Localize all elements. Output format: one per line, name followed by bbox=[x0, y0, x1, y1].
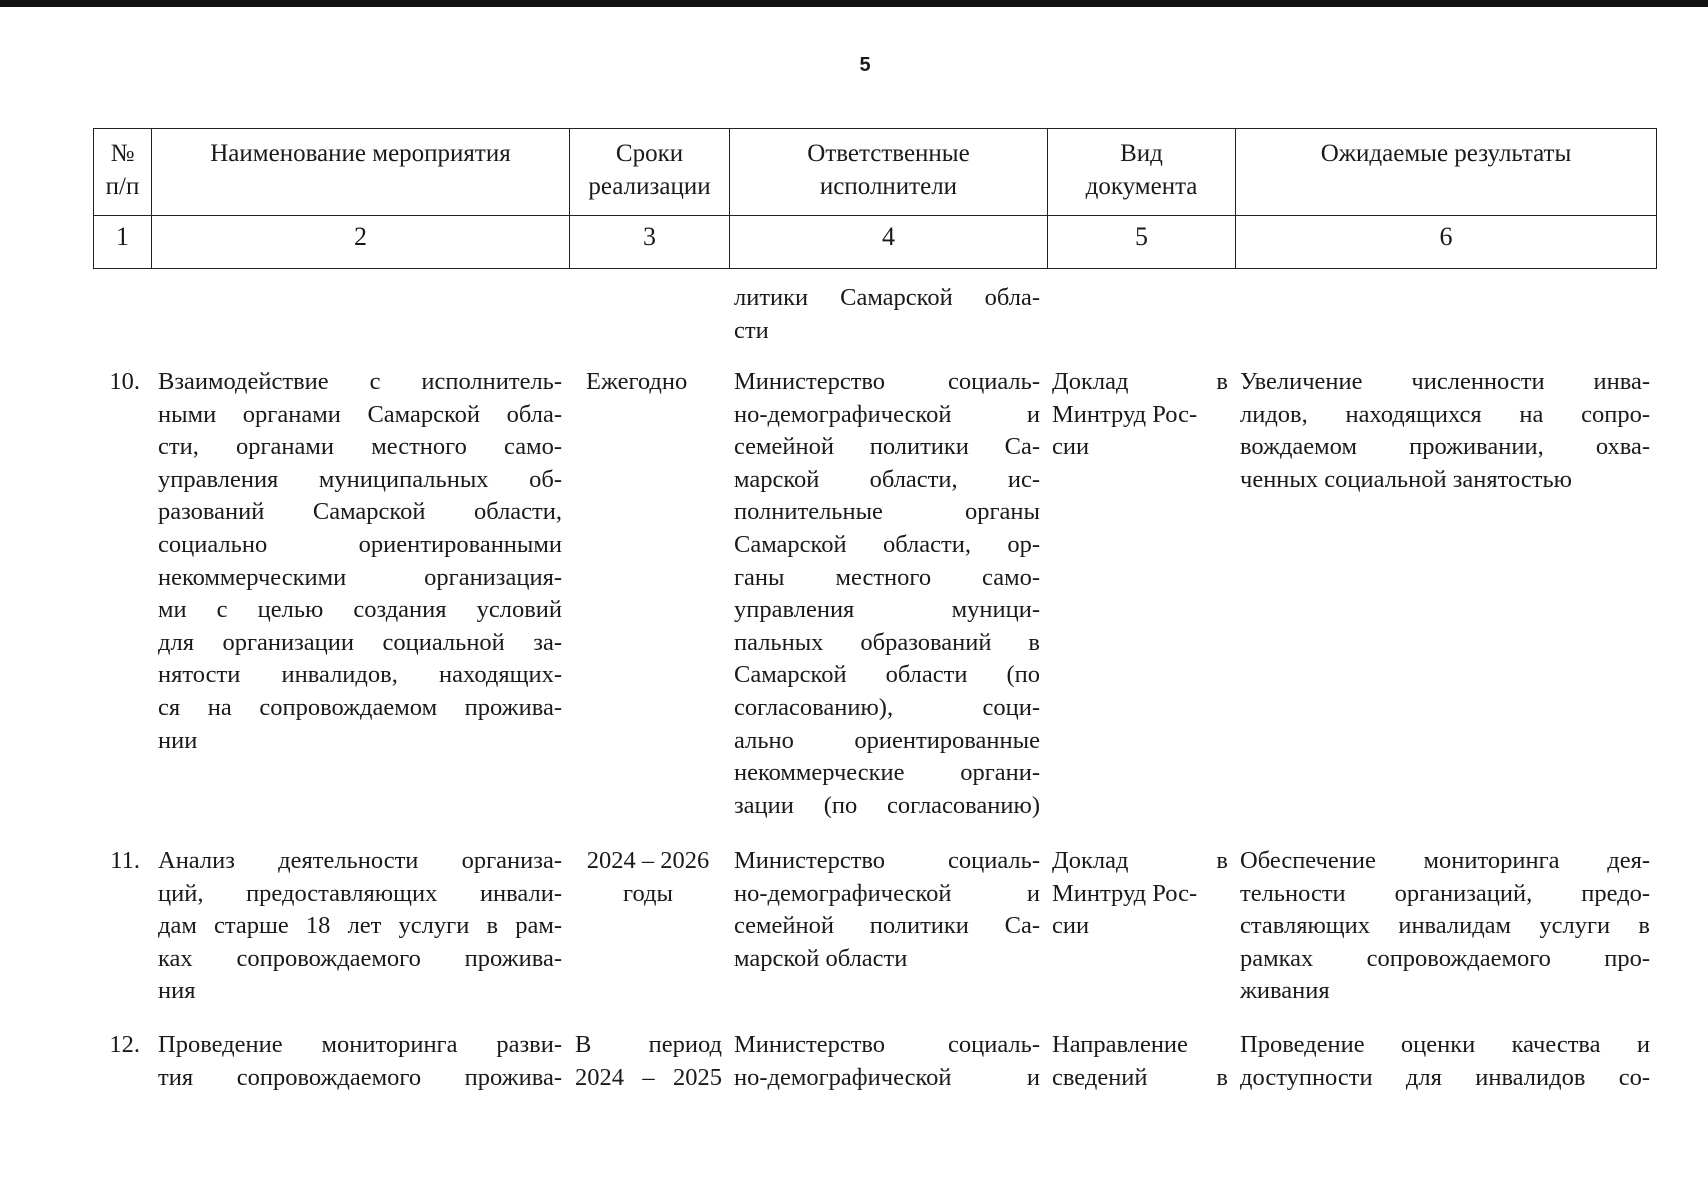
col-header-number: № п/п bbox=[94, 129, 152, 216]
header-row bbox=[94, 129, 1657, 216]
event-name: Взаимодействие с исполнитель- ными органами Самарской обла- сти, органами местного само- управления муниципальных об- разований Самарской области, социально ориентированными некоммерческими организация- ми с целью создания условий для организации социальной за- нятости инвалидов, находящих- ся на сопровождаемом прожива- нии bbox=[158, 368, 562, 754]
col-number-2: 2 bbox=[152, 216, 570, 269]
col-number-3: 3 bbox=[570, 216, 730, 269]
col-header-executors: Ответственные исполнители bbox=[730, 129, 1048, 216]
document-type: Направление сведений в bbox=[1052, 1031, 1228, 1091]
col-header-results: Ожидаемые результаты bbox=[1236, 129, 1657, 216]
executors: Министерство социаль- но-демографической и bbox=[734, 1031, 1040, 1091]
col-number-6: 6 bbox=[1236, 216, 1657, 269]
col-header-document: Вид документа bbox=[1048, 129, 1236, 216]
event-name: Проведение мониторинга разви- тия сопровождаемого прожива- bbox=[158, 1031, 562, 1091]
row-number: 11. bbox=[110, 847, 140, 874]
col-number-5: 5 bbox=[1048, 216, 1236, 269]
col-number-1: 1 bbox=[94, 216, 152, 269]
document-type: Доклад в Минтруд Рос- сии bbox=[1052, 847, 1228, 940]
col-header-name: Наименование мероприятия bbox=[152, 129, 570, 216]
document-type: Доклад в Минтруд Рос- сии bbox=[1052, 368, 1228, 461]
term: Ежегодно bbox=[586, 368, 688, 395]
column-number-row bbox=[94, 216, 1657, 269]
row-number: 10. bbox=[109, 368, 140, 395]
page-number: 5 bbox=[859, 54, 871, 76]
expected-results: Проведение оценки качества и доступности для инвалидов со- bbox=[1240, 1031, 1650, 1091]
term: В период 2024 – 2025 bbox=[575, 1031, 722, 1091]
table-header bbox=[93, 128, 1657, 269]
executors: Министерство социаль- но-демографической и семейной политики Са- марской области bbox=[734, 847, 1040, 972]
term: 2024 – 2026 годы bbox=[586, 847, 710, 907]
col-number-4: 4 bbox=[730, 216, 1048, 269]
top-border-bar bbox=[0, 0, 1708, 7]
expected-results: Обеспечение мониторинга дея- тельности организаций, предо- ставляющих инвалидам услуги в рамках сопровождаемого про- живания bbox=[1240, 847, 1650, 1005]
continuation-executors: литики Самарской обла- сти bbox=[734, 284, 1040, 344]
event-name: Анализ деятельности организа- ций, предоставляющих инвали- дам старше 18 лет услуги в рам- ках сопровождаемого прожива- ния bbox=[158, 847, 562, 1005]
row-number: 12. bbox=[109, 1031, 140, 1058]
executors: Министерство социаль- но-демографической и семейной политики Са- марской области, ис- полнительные органы Самарской области, ор- ганы местного само- управления муници- пальных образований в Самарской области (по согласованию), соци- ально ориентированные некоммерческие органи- зации (по согласованию) bbox=[734, 368, 1040, 819]
col-header-term: Сроки реализации bbox=[570, 129, 730, 216]
expected-results: Увеличение численности инва- лидов, находящихся на сопро- вождаемом проживании, охва- ченных социальной занятостью bbox=[1240, 368, 1650, 493]
